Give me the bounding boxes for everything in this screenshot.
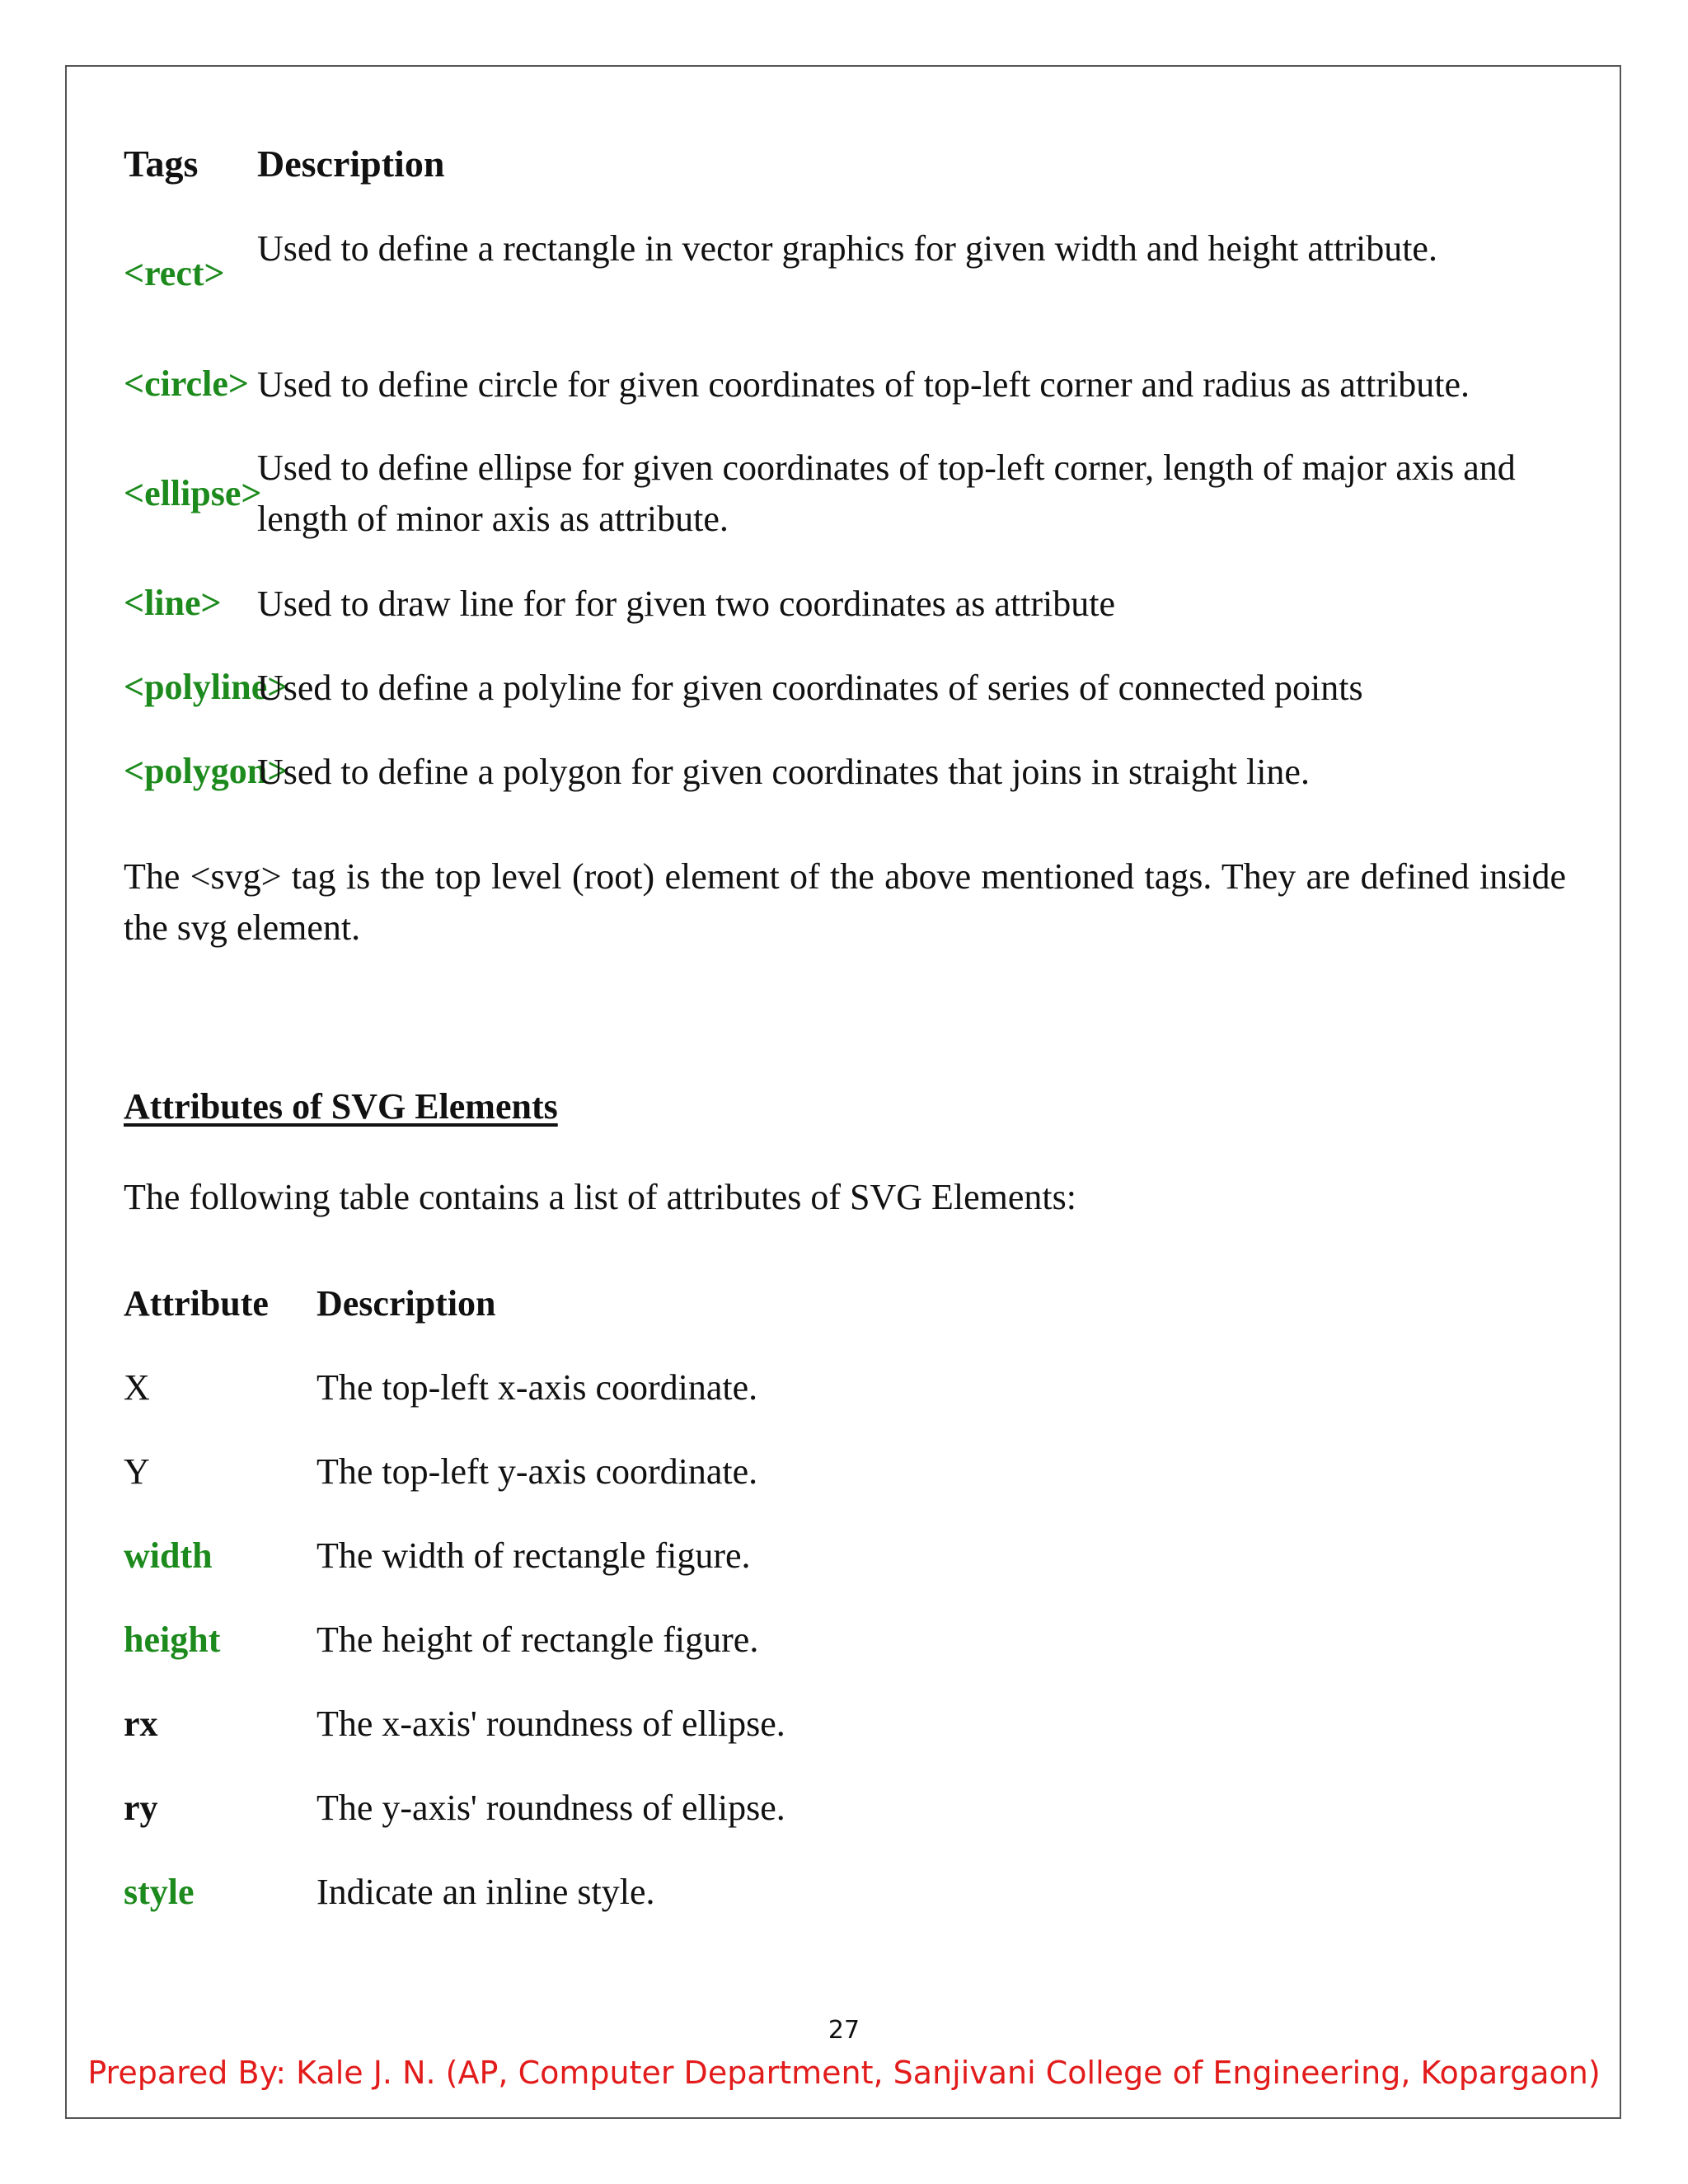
page-number: 27 [828, 2016, 860, 2045]
tag-circle-description: Used to define circle for given coordinates of top-left corner and radius as attribute. [257, 364, 1470, 405]
attribute-height: height [124, 1619, 221, 1660]
tag-ellipse: <ellipse> [124, 473, 262, 513]
attribute-rx: rx [124, 1704, 158, 1744]
attribute-y: Y [124, 1451, 150, 1492]
tag-rect: <rect> [124, 253, 225, 293]
attributes-section-title: Attributes of SVG Elements [124, 1086, 558, 1127]
tag-ellipse-description: Used to define ellipse for given coordinates of top-left corner, length of major axis and length of minor axis as attribute. [257, 448, 1516, 539]
attribute-width-description: The width of rectangle figure. [316, 1535, 751, 1576]
tags-header: Tags [124, 143, 199, 185]
tag-polyline: <polyline> [124, 667, 288, 707]
attribute-x: X [124, 1367, 150, 1408]
attribute-x-description: The top-left x-axis coordinate. [316, 1367, 758, 1408]
tag-polyline-description: Used to define a polyline for given coordinates of series of connected points [257, 668, 1363, 708]
attribute-description-header: Description [316, 1283, 496, 1324]
attribute-y-description: The top-left y-axis coordinate. [316, 1451, 758, 1492]
attribute-style: style [124, 1872, 195, 1912]
tag-line-description: Used to draw line for for given two coordinates as attribute [257, 583, 1116, 624]
attribute-height-description: The height of rectangle figure. [316, 1619, 759, 1660]
attributes-intro: The following table contains a list of attributes of SVG Elements: [124, 1177, 1076, 1217]
attribute-ry-description: The y-axis' roundness of ellipse. [316, 1788, 785, 1828]
attribute-width: width [124, 1535, 213, 1576]
tag-polygon-description: Used to define a polygon for given coordinates that joins in straight line. [257, 752, 1310, 792]
attribute-rx-description: The x-axis' roundness of ellipse. [316, 1704, 785, 1744]
tags-description-header: Description [257, 143, 445, 185]
tag-circle: <circle> [124, 363, 249, 404]
attribute-ry: ry [124, 1788, 158, 1828]
attribute-header: Attribute [124, 1283, 269, 1324]
tag-line: <line> [124, 583, 222, 623]
footer-credit: Prepared By: Kale J. N. (AP, Computer Department, Sanjivani College of Engineering, Kopargaon) [87, 2055, 1601, 2091]
svg-root-paragraph: The <svg> tag is the top level (root) element of the above mentioned tags. They are defined inside the svg element. [124, 856, 1566, 948]
attribute-style-description: Indicate an inline style. [316, 1872, 655, 1912]
tag-rect-description: Used to define a rectangle in vector graphics for given width and height attribute. [257, 228, 1437, 269]
tag-polygon: <polygon> [124, 751, 288, 791]
